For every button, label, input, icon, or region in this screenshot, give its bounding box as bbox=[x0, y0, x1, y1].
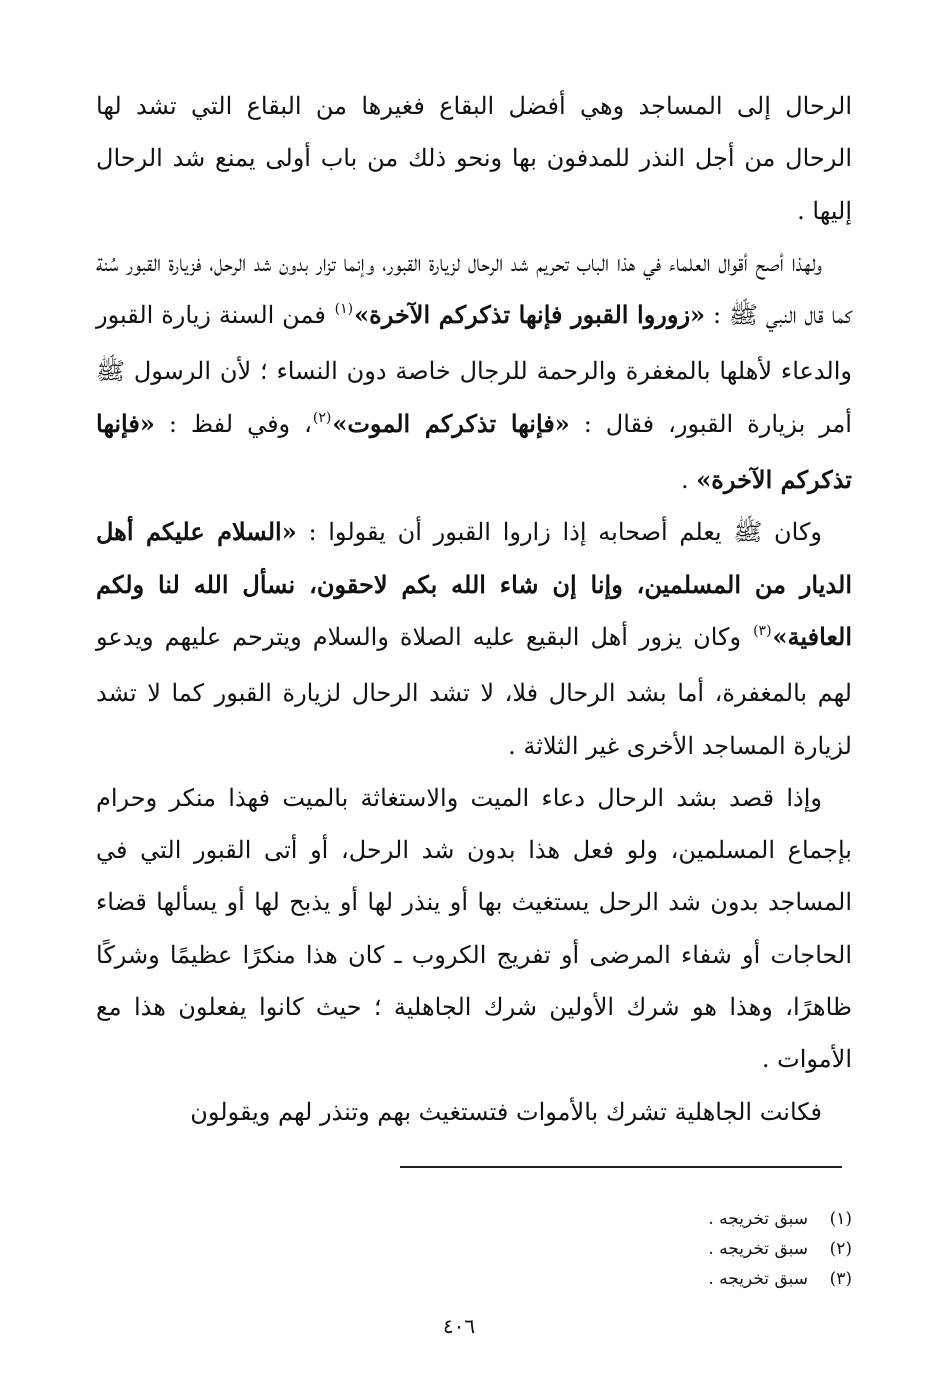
paragraph-4 bbox=[96, 772, 852, 1086]
footnote-1-number: (١) bbox=[829, 1209, 852, 1229]
paragraph-2-text-2: فمن السنة زيارة القبور والدعاء لأهلها بالمغفرة والرحمة للرجال خاصة دون النساء ؛ لأن الرسول ﷺ أمر بزيارة القبور، فقال : bbox=[96, 301, 852, 438]
hadith-quote-1: «زوروا القبور فإنها تذكركم الآخرة» bbox=[354, 300, 706, 330]
footnotes bbox=[400, 1204, 852, 1294]
footnote-3-number: (٣) bbox=[829, 1269, 852, 1289]
hadith-quote-2: «فإنها تذكركم الموت» bbox=[332, 408, 570, 438]
paragraph-2-text-1: ولهذا أصح أقوال العلماء في هذا الباب تحريم شد الرحال لزيارة القبور، وإنما تزار بدون شد الرحل، فزيارة القبور سُنة كما قال النبي ﷺ : bbox=[96, 248, 853, 330]
footnote-1-text: سبق تخريجه . bbox=[708, 1209, 808, 1229]
paragraph-3-text-2: وكان يزور أهل البقيع عليه الصلاة والسلام ويترحم عليهم ويدعو لهم بالمغفرة، أما بشد الرحال فلا، لا تشد الرحال لزيارة القبور كما لا تشد لزيارة المساجد الأخرى غير الثلاثة . bbox=[96, 622, 852, 760]
paragraph-5-text: فكانت الجاهلية تشرك بالأموات فتستغيث بهم وتنذر لهم ويقولون bbox=[190, 1097, 822, 1126]
footnote-2 bbox=[400, 1234, 852, 1264]
footnote-2-number: (٢) bbox=[829, 1239, 852, 1259]
paragraph-2-text-3: ، وفي لفظ : bbox=[168, 409, 312, 438]
main-text bbox=[96, 80, 852, 1138]
paragraph-5 bbox=[96, 1086, 852, 1138]
page-number: ٤٠٦ bbox=[442, 1314, 476, 1338]
paragraph-1-text: الرحال إلى المساجد وهي أفضل البقاع فغيرها من البقاع التي تشد لها الرحال من أجل النذر للمدفون بها ونحو ذلك من باب أولى يمنع شد الرحال إليها . bbox=[96, 92, 852, 225]
footnote-3-text: سبق تخريجه . bbox=[708, 1269, 808, 1289]
hadith-quote-3: «فإنها تذكركم الآخرة» bbox=[96, 408, 852, 495]
paragraph-3 bbox=[96, 506, 852, 771]
footnote-ref-3[interactable]: (٣) bbox=[753, 622, 772, 639]
paragraph-3-text-1: وكان ﷺ يعلم أصحابه إذا زاروا القبور أن يقولوا : bbox=[308, 518, 822, 547]
footnote-ref-2[interactable]: (٢) bbox=[312, 409, 332, 426]
footnote-2-text: سبق تخريجه . bbox=[708, 1239, 808, 1259]
footnote-separator bbox=[400, 1166, 842, 1168]
paragraph-1 bbox=[96, 80, 852, 237]
paragraph-2-text-4: . bbox=[681, 466, 689, 495]
hadith-quote-4: «السلام عليكم أهل الديار من المسلمين، وإنا إن شاء الله بكم لاحقون، نسأل الله لنا ولكم العافية» bbox=[96, 517, 852, 651]
footnote-3 bbox=[400, 1264, 852, 1294]
footnote-1 bbox=[400, 1204, 852, 1234]
footnote-ref-1[interactable]: (١) bbox=[334, 301, 354, 318]
paragraph-2 bbox=[96, 237, 852, 506]
paragraph-4-text: وإذا قصد بشد الرحال دعاء الميت والاستغاثة بالميت فهذا منكر وحرام بإجماع المسلمين، ولو فعل هذا بدون شد الرحل، أو أتى القبور التي في المساجد بدون شد الرحل يستغيث بها أو ينذر لها أو يذبح لها أو يسألها قضاء الحاجات أو شفاء المرضى أو تفريج الكروب ـ كان هذا منكرًا عظيمًا وشركًا ظاهرًا، وهذا هو شرك الأولين شرك الجاهلية ؛ حيث كانوا يفعلون هذا مع الأموات . bbox=[96, 783, 852, 1074]
